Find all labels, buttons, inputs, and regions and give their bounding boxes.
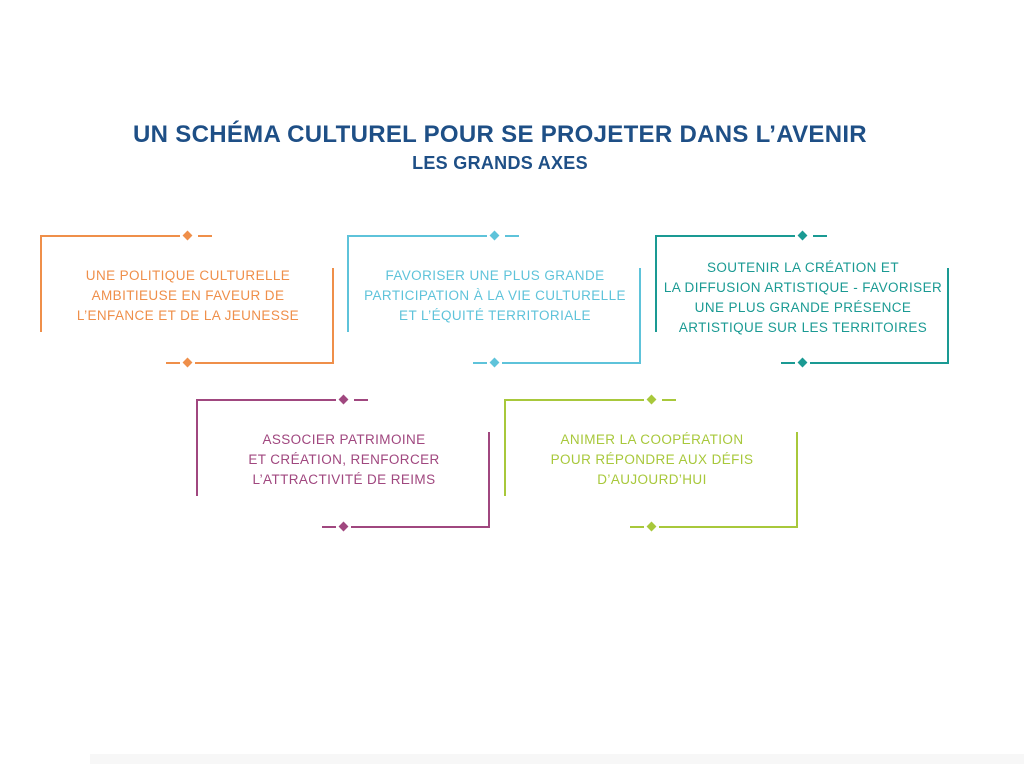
axis-3-line-4: ARTISTIQUE SUR LES TERRITOIRES bbox=[678, 320, 928, 335]
axis-1-line-1: UNE POLITIQUE CULTURELLE bbox=[85, 268, 291, 283]
axis-1-text bbox=[50, 266, 326, 326]
axis-card-1 bbox=[40, 228, 336, 368]
axis-5-text bbox=[514, 430, 790, 490]
axis-card-2 bbox=[347, 228, 643, 368]
axis-5-line-1: ANIMER LA COOPÉRATION bbox=[560, 432, 744, 447]
axis-5-line-2: POUR RÉPONDRE AUX DÉFIS bbox=[550, 452, 754, 467]
axis-2-diamond-bottom bbox=[490, 358, 500, 368]
axis-3-line-3: UNE PLUS GRANDE PRÉSENCE bbox=[694, 300, 912, 315]
axis-2-text bbox=[357, 266, 633, 326]
axis-4-line-2: ET CRÉATION, RENFORCER bbox=[248, 452, 440, 467]
axis-5-diamond-top bbox=[647, 395, 657, 405]
axis-card-3 bbox=[655, 228, 951, 368]
axis-1-line-3: L’ENFANCE ET DE LA JEUNESSE bbox=[76, 308, 300, 323]
axis-card-4 bbox=[196, 392, 492, 532]
axis-5-line-3: D’AUJOURD’HUI bbox=[597, 472, 707, 487]
axis-1-diamond-top bbox=[183, 231, 193, 241]
axis-3-line-2: LA DIFFUSION ARTISTIQUE - FAVORISER bbox=[663, 280, 943, 295]
axis-3-diamond-top bbox=[798, 231, 808, 241]
axis-2-line-1: FAVORISER UNE PLUS GRANDE bbox=[385, 268, 605, 283]
axis-2-diamond-top bbox=[490, 231, 500, 241]
axis-3-diamond-bottom bbox=[798, 358, 808, 368]
axis-3-text bbox=[659, 258, 947, 338]
axis-2-line-3: ET L’ÉQUITÉ TERRITORIALE bbox=[399, 308, 591, 323]
axis-1-diamond-bottom bbox=[183, 358, 193, 368]
axis-2-line-2: PARTICIPATION À LA VIE CULTURELLE bbox=[364, 288, 626, 303]
axis-4-line-3: L’ATTRACTIVITÉ DE REIMS bbox=[252, 472, 436, 487]
axis-3-line-1: SOUTENIR LA CRÉATION ET bbox=[707, 260, 899, 275]
axis-4-diamond-top bbox=[339, 395, 349, 405]
axis-1-line-2: AMBITIEUSE EN FAVEUR DE bbox=[91, 288, 285, 303]
axis-card-5 bbox=[504, 392, 800, 532]
page-subtitle: LES GRANDS AXES bbox=[412, 153, 588, 173]
axis-4-line-1: ASSOCIER PATRIMOINE bbox=[262, 432, 426, 447]
axis-4-text bbox=[206, 430, 482, 490]
axis-4-diamond-bottom bbox=[339, 522, 349, 532]
page-title: UN SCHÉMA CULTUREL POUR SE PROJETER DANS L’AVENIR bbox=[133, 121, 867, 148]
axis-5-diamond-bottom bbox=[647, 522, 657, 532]
footer-strip bbox=[90, 754, 1024, 764]
